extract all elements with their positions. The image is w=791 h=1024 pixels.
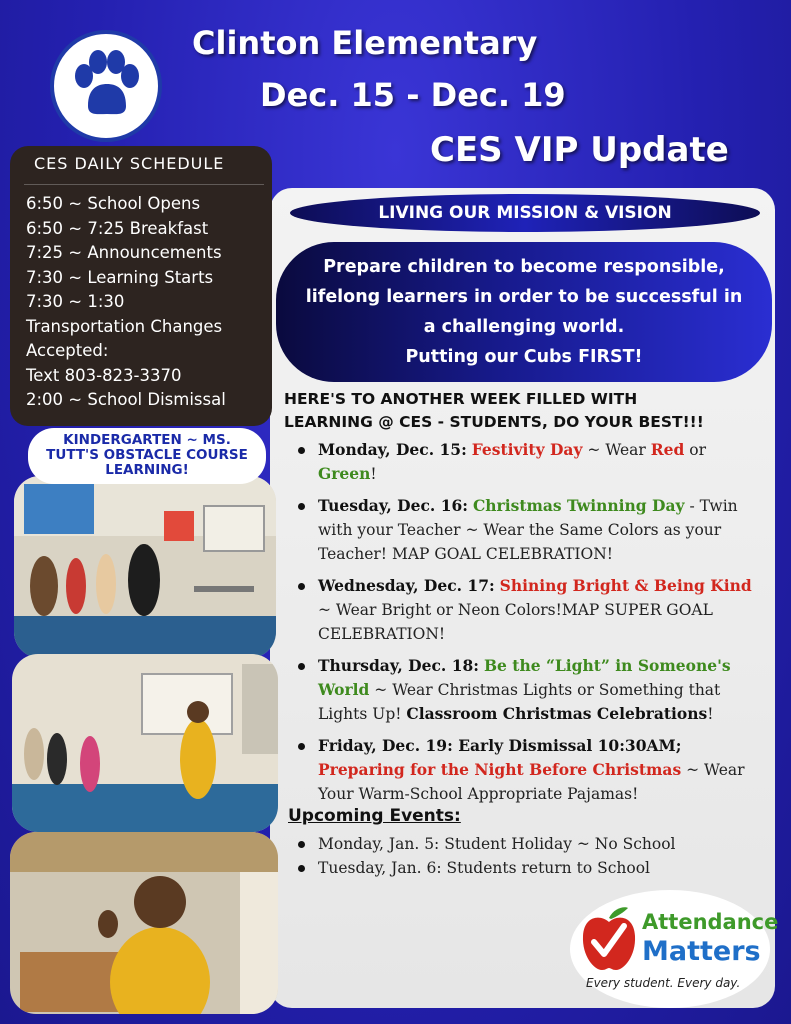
bullet-icon [298, 447, 305, 454]
day-theme: Preparing for the Night Before Christmas [318, 760, 682, 779]
day-text: ~ Wear Your Warm-School Appropriate Pajamas! [318, 761, 745, 803]
list-item-friday [296, 734, 766, 806]
day-theme: Be the “Light” in Someone's World [318, 656, 731, 699]
schedule-line: 6:50 ~ 7:25 Breakfast [26, 218, 209, 238]
day-text: ~ Wear Bright or Neon Colors!MAP SUPER GOAL CELEBRATION! [318, 601, 713, 643]
schedule-line: Transportation Changes [26, 316, 223, 336]
day-label: Wednesday, Dec. 17: [318, 576, 495, 595]
week-dates: Dec. 15 - Dec. 19 [260, 76, 566, 114]
bullet-icon [298, 663, 305, 670]
classroom-photo-1 [14, 476, 276, 658]
mission-line: Prepare children to become responsible, [323, 257, 725, 277]
daily-themes-list [296, 438, 766, 814]
day-text: ! [707, 705, 714, 723]
caption-line: TUTT'S OBSTACLE COURSE [46, 447, 248, 463]
schedule-line: Accepted: [26, 341, 109, 360]
schedule-line: Text 803-823-3370 [26, 365, 182, 385]
day-theme: Christmas Twinning Day [472, 496, 685, 515]
list-item-wednesday [296, 574, 766, 646]
attendance-matters-logo [570, 890, 779, 1008]
day-label: Tuesday, Dec. 16: [318, 496, 468, 515]
school-name: Clinton Elementary [192, 24, 538, 62]
color-red-word: Red [650, 440, 685, 459]
day-label: Friday, Dec. 19: Early Dismissal 10:30AM; [318, 736, 682, 755]
schedule-line: 6:50 ~ School Opens [26, 194, 201, 213]
week-heading [284, 388, 764, 434]
mission-line: a challenging world. [423, 317, 625, 337]
divider [24, 184, 264, 185]
day-text: - Twin with your Teacher ~ Wear the Same Colors as your Teacher! MAP GOAL CELEBRATION! [318, 497, 738, 563]
mission-banner: LIVING OUR MISSION & VISION [290, 194, 760, 232]
classroom-photo-3 [10, 832, 278, 1014]
list-item-tuesday [296, 494, 766, 566]
day-label: Thursday, Dec. 18: [318, 656, 479, 675]
schedule-line: 7:25 ~ Announcements [26, 243, 222, 262]
mission-statement [276, 242, 772, 382]
attendance-title: Attendance [642, 910, 779, 934]
bullet-icon [298, 503, 305, 510]
bullet-icon [298, 583, 305, 590]
day-text: ! [370, 465, 377, 483]
mission-line: lifelong learners in order to be successful in [305, 287, 743, 307]
caption-line: KINDERGARTEN ~ MS. [63, 432, 231, 448]
day-text: ~ Wear [582, 441, 651, 459]
day-text: ~ Wear Christmas Lights or Something that Lights Up! [318, 681, 721, 723]
day-label: Monday, Dec. 15: [318, 440, 467, 459]
event-text: Tuesday, Jan. 6: Students return to School [318, 859, 650, 877]
schedule-title: CES DAILY SCHEDULE [34, 154, 225, 173]
day-bold-text: Classroom Christmas Celebrations [406, 704, 708, 723]
update-title: CES VIP Update [430, 130, 729, 170]
list-item [296, 856, 766, 880]
color-green-word: Green [318, 464, 371, 483]
kindergarten-caption [28, 428, 266, 484]
paw-print-logo-icon [50, 30, 162, 142]
week-heading-line: HERE'S TO ANOTHER WEEK FILLED WITH [284, 390, 638, 408]
bullet-icon [298, 865, 305, 872]
list-item-monday [296, 438, 766, 486]
bullet-icon [298, 743, 305, 750]
mission-line: Putting our Cubs FIRST! [405, 347, 643, 367]
bullet-icon [298, 841, 305, 848]
schedule-line: 2:00 ~ School Dismissal [26, 390, 226, 409]
attendance-subtitle: Matters [642, 936, 761, 967]
caption-line: LEARNING! [105, 462, 189, 478]
attendance-tagline: Every student. Every day. [586, 976, 741, 990]
upcoming-events-list [296, 832, 766, 880]
apple-checkmark-icon [580, 904, 638, 974]
daily-schedule-card [10, 146, 272, 426]
schedule-list [26, 192, 266, 413]
upcoming-events-title: Upcoming Events: [288, 806, 461, 826]
day-theme: Shining Bright & Being Kind [499, 576, 752, 595]
week-heading-line: LEARNING @ CES - STUDENTS, DO YOUR BEST!!! [284, 413, 704, 431]
event-text: Monday, Jan. 5: Student Holiday ~ No School [318, 835, 676, 853]
list-item [296, 832, 766, 856]
classroom-photo-2 [12, 654, 278, 832]
day-text: or [684, 441, 707, 459]
schedule-line: 7:30 ~ Learning Starts [26, 267, 214, 287]
schedule-line: 7:30 ~ 1:30 [26, 292, 125, 311]
day-theme: Festivity Day [471, 440, 583, 459]
list-item-thursday [296, 654, 766, 726]
